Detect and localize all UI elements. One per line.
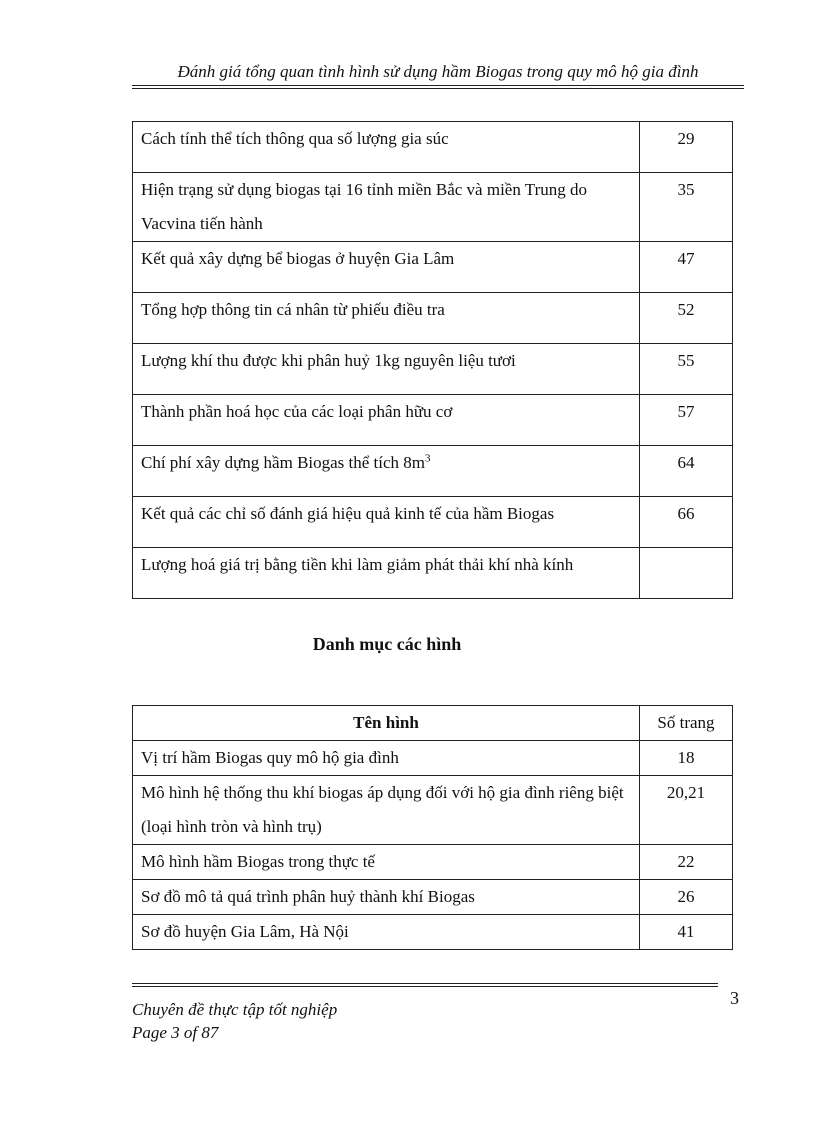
row-title: Mô hình hầm Biogas trong thực tế	[133, 845, 640, 880]
row-page: 66	[640, 497, 733, 548]
table-row	[133, 741, 733, 776]
row-page: 52	[640, 293, 733, 344]
table-row	[133, 880, 733, 915]
table-row	[133, 845, 733, 880]
table-row	[133, 173, 733, 242]
row-title-text: Tổng hợp thông tin cá nhân từ phiếu điều tra	[141, 300, 445, 319]
page-number: 3	[730, 988, 739, 1008]
table-row	[133, 776, 733, 845]
row-title-text: Cách tính thể tích thông qua số lượng gia súc	[141, 129, 449, 148]
row-page: 18	[640, 741, 733, 776]
figures-list	[132, 705, 733, 950]
table-row	[133, 293, 733, 344]
row-page: 47	[640, 242, 733, 293]
table-row	[133, 122, 733, 173]
row-title: Sơ đồ mô tả quá trình phân huỷ thành khí Biogas	[133, 880, 640, 915]
table-row	[133, 548, 733, 599]
row-page: 29	[640, 122, 733, 173]
row-title	[133, 395, 640, 446]
row-title-text: Thành phần hoá học của các loại phân hữu cơ	[141, 402, 453, 421]
row-title	[133, 293, 640, 344]
row-page	[640, 548, 733, 599]
row-title: Vị trí hầm Biogas quy mô hộ gia đình	[133, 741, 640, 776]
row-title-text: Chí phí xây dựng hầm Biogas thể tích 8m	[141, 453, 426, 472]
footer-line-1: Chuyên đề thực tập tốt nghiệp	[132, 1000, 338, 1019]
row-title	[133, 548, 640, 599]
row-title	[133, 446, 640, 497]
row-title-text: Hiện trạng sử dụng biogas tại 16 tỉnh miền Bắc và miền Trung do Vacvina tiến hành	[141, 180, 587, 233]
footer-rule-double	[132, 986, 718, 987]
row-title: Sơ đồ huyện Gia Lâm, Hà Nội	[133, 915, 640, 950]
row-page: 26	[640, 880, 733, 915]
table-row	[133, 915, 733, 950]
row-page: 64	[640, 446, 733, 497]
footer-text	[132, 998, 337, 1044]
column-header-page: Số trang	[640, 706, 733, 741]
superscript: 3	[425, 452, 431, 465]
table-row	[133, 497, 733, 548]
row-page: 20,21	[640, 776, 733, 845]
column-header-name: Tên hình	[133, 706, 640, 741]
row-page: 35	[640, 173, 733, 242]
row-title-text: Kết quả các chỉ số đánh giá hiệu quả kinh tế của hầm Biogas	[141, 504, 555, 523]
table-header-row	[133, 706, 733, 741]
row-title: Mô hình hệ thống thu khí biogas áp dụng đối với hộ gia đình riêng biệt (loại hình tròn và hình trụ)	[133, 776, 640, 845]
row-page: 22	[640, 845, 733, 880]
footer-rule	[132, 983, 718, 984]
row-title	[133, 344, 640, 395]
row-title-text: Lượng hoá giá trị bằng tiền khi làm giảm phát thải khí nhà kính	[141, 555, 574, 574]
row-title	[133, 242, 640, 293]
row-title	[133, 497, 640, 548]
figures-list-title: Danh mục các hình	[312, 634, 462, 654]
header-rule	[132, 85, 744, 86]
tables-list	[132, 121, 733, 599]
table-row	[133, 395, 733, 446]
row-title	[133, 122, 640, 173]
page-header-title: Đánh giá tổng quan tình hình sử dụng hầm Biogas trong quy mô hộ gia đình	[177, 62, 699, 81]
table-row	[133, 344, 733, 395]
row-page: 55	[640, 344, 733, 395]
row-title	[133, 173, 640, 242]
row-title-text: Lượng khí thu được khi phân huỷ 1kg nguyên liệu tươi	[141, 351, 516, 370]
row-page: 41	[640, 915, 733, 950]
row-title-text: Kết quả xây dựng bể biogas ở huyện Gia Lâm	[141, 249, 455, 268]
footer-line-2: Page 3 of 87	[132, 1023, 219, 1042]
table-row	[133, 242, 733, 293]
row-page: 57	[640, 395, 733, 446]
table-row	[133, 446, 733, 497]
header-rule-double	[132, 88, 744, 89]
